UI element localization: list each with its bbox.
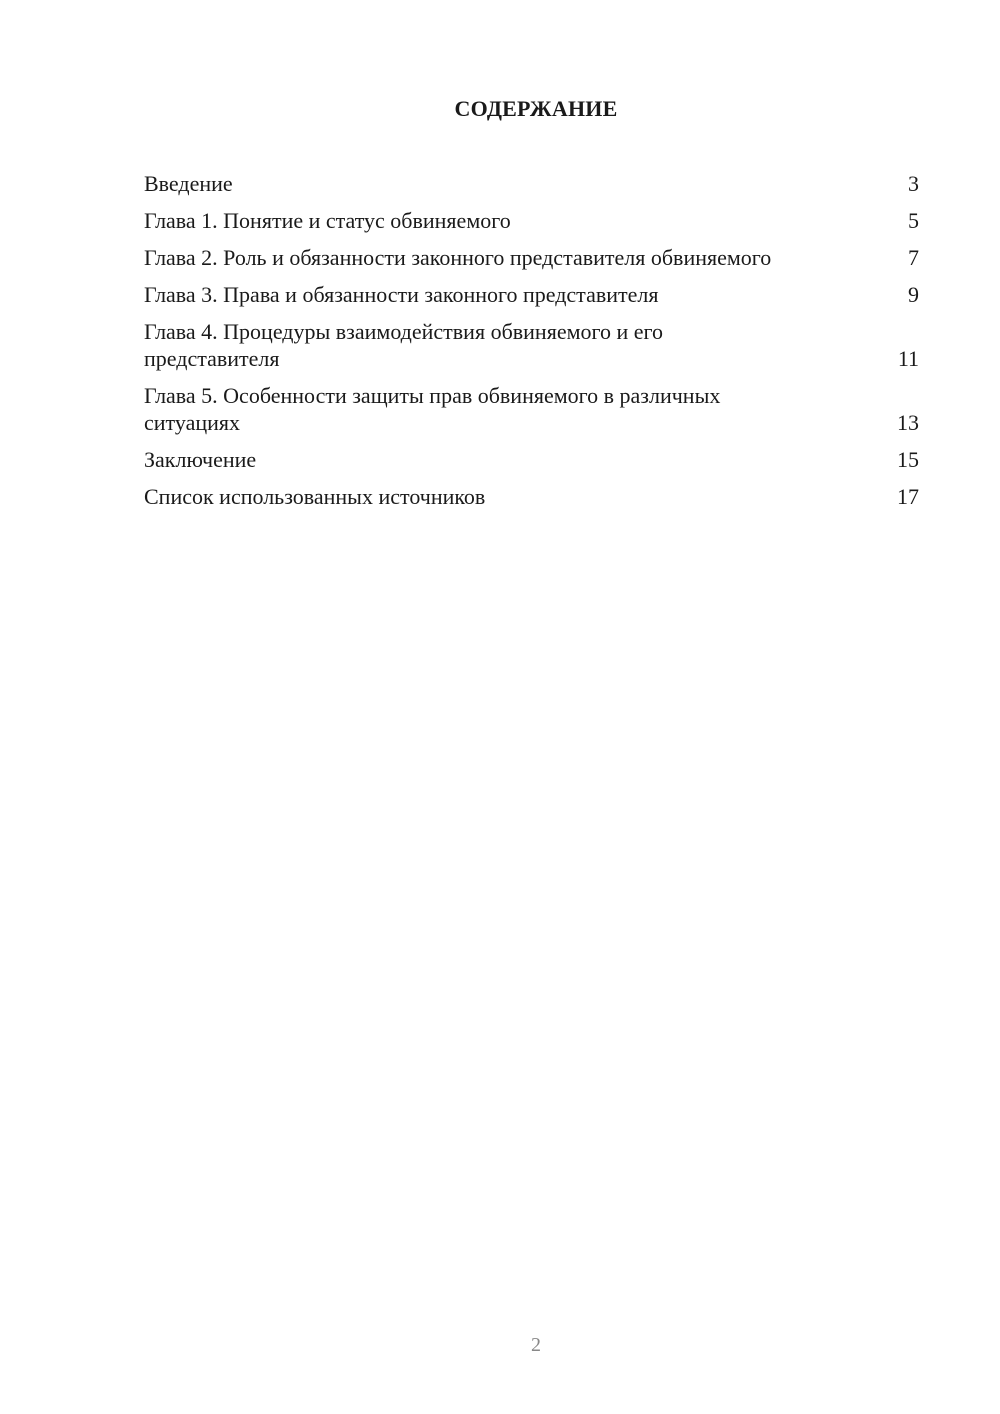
toc-entry-references: [144, 483, 919, 510]
toc-entry-page: 11: [897, 346, 919, 371]
toc-entry-introduction: [144, 170, 919, 197]
toc-entry-title: Заключение: [144, 447, 257, 472]
toc-entry-chapter-2: [144, 244, 919, 271]
toc-entry-page: 7: [908, 245, 919, 270]
toc-entry-page: 15: [897, 447, 919, 472]
toc-entry-page: 13: [897, 410, 919, 435]
toc-entry-title: Введение: [144, 171, 233, 196]
toc-entry-conclusion: [144, 446, 919, 473]
toc-entry-page: 17: [897, 484, 919, 509]
toc-entry-title: Глава 5. Особенности защиты прав обвиняемого в различных ситуациях: [144, 383, 721, 435]
toc-entry-chapter-5: [144, 382, 919, 436]
toc-heading: СОДЕРЖАНИЕ: [454, 96, 618, 121]
table-of-contents: [144, 170, 919, 520]
toc-entry-title: Глава 3. Права и обязанности законного представителя: [144, 282, 659, 307]
toc-entry-title: Глава 2. Роль и обязанности законного представителя обвиняемого: [144, 245, 772, 270]
page-number: 2: [531, 1334, 541, 1356]
toc-entry-title: Список использованных источников: [144, 484, 486, 509]
toc-entry-page: 3: [908, 171, 919, 196]
toc-entry-page: 9: [908, 282, 919, 307]
toc-entry-title: Глава 1. Понятие и статус обвиняемого: [144, 208, 511, 233]
toc-entry-title: Глава 4. Процедуры взаимодействия обвиняемого и его представителя: [144, 319, 663, 371]
toc-entry-chapter-4: [144, 318, 919, 372]
toc-entry-chapter-1: [144, 207, 919, 234]
toc-entry-page: 5: [908, 208, 919, 233]
toc-entry-chapter-3: [144, 281, 919, 308]
